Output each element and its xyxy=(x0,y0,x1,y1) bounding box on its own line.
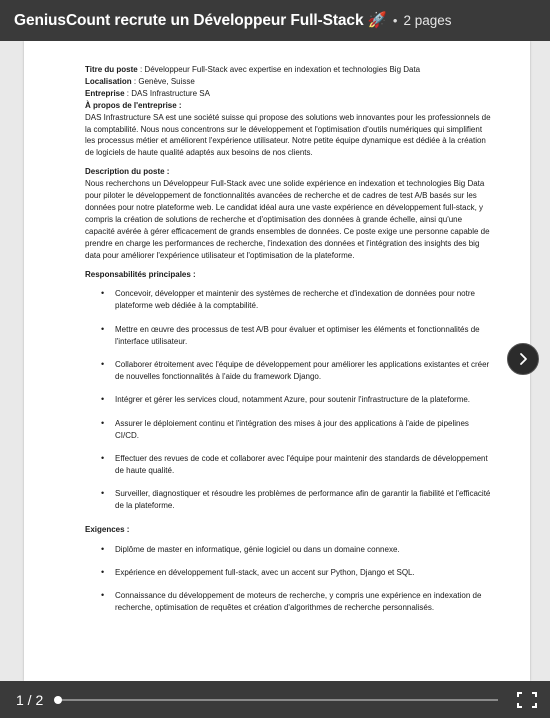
requirements-section xyxy=(85,524,492,615)
list-item: • Concevoir, développer et maintenir des systèmes de recherche et d'indexation de données pour notre plateforme web dédiée à la comptabilité. xyxy=(85,288,492,312)
fullscreen-button[interactable] xyxy=(516,691,538,709)
field-label: Localisation xyxy=(85,76,132,86)
description-text: Nous recherchons un Développeur Full-Stack avec une solide expérience en indexation et technologies Big Data pour piloter le développement de fonctionnalités avancées de recherche et de cadres de test A/B basés sur les données pour notre plateforme web. Le candidat idéal aura une vaste expérience en développement full-stack, y compris la création de solutions de recherche et d'optimisation des données à grande échelle, ainsi qu'une capacité avérée à gérer efficacement de grands ensembles de données. Ce poste exige une personne capable de prendre en charge les performances de recherche, l'indexation des données et l'intégration des insights des big data pour améliorer l'expérience utilisateur et l'optimisation de la plateforme. xyxy=(85,179,490,260)
responsibilities-heading: Responsabilités principales : xyxy=(85,269,196,279)
list-item: • Assurer le déploiement continu et l'intégration des mises à jour des applications à l'aide de pipelines CI/CD. xyxy=(85,418,492,442)
requirements-list xyxy=(85,544,492,615)
page-count: 2 pages xyxy=(403,13,452,28)
scrubber-handle[interactable] xyxy=(54,696,62,704)
document-title: GeniusCount recrute un Développeur Full-Stack 🚀 xyxy=(14,12,387,29)
about-heading: À propos de l'entreprise : xyxy=(85,100,182,110)
field-location xyxy=(85,76,492,88)
field-company xyxy=(85,88,492,100)
next-page-button[interactable] xyxy=(507,343,539,375)
list-item: • Intégrer et gérer les services cloud, notamment Azure, pour soutenir l'infrastructure de la plateforme. xyxy=(85,394,492,406)
page-scrubber[interactable] xyxy=(58,699,498,701)
list-item: • Diplôme de master en informatique, génie logiciel ou dans un domaine connexe. xyxy=(85,544,492,556)
viewer-header xyxy=(0,0,550,41)
document-page xyxy=(24,41,530,681)
requirements-heading: Exigences : xyxy=(85,524,130,534)
field-label: Titre du poste xyxy=(85,65,138,74)
fullscreen-icon xyxy=(516,691,538,709)
list-item: • Effectuer des revues de code et collaborer avec l'équipe pour maintenir des standards de développement de haute qualité. xyxy=(85,453,492,477)
chevron-right-icon xyxy=(517,352,529,366)
about-section xyxy=(85,100,492,160)
list-item: • Surveiller, diagnostiquer et résoudre les problèmes de performance afin de garantir la fiabilité et l'efficacité de la plateforme. xyxy=(85,488,492,512)
field-value: : Développeur Full-Stack avec expertise en indexation et technologies Big Data xyxy=(137,65,421,74)
description-section xyxy=(85,166,492,261)
field-label: Entreprise xyxy=(85,88,125,98)
page-indicator: 1 / 2 xyxy=(16,692,44,708)
viewer-footer xyxy=(0,681,550,718)
list-item: • Connaissance du développement de moteurs de recherche, y compris une expérience en indexation de recherche, optimisation de requêtes et création d'algorithmes de recherche personnalisés. xyxy=(85,590,492,614)
description-heading: Description du poste : xyxy=(85,167,170,177)
about-text: DAS Infrastructure SA est une société suisse qui propose des solutions web innovantes pour les professionnels de la comptabilité. Nous nous concentrons sur le développement et l'optimisation d'outils numériques qui simplifient les processus métier et améliorent l'expérience utilisateur. Notre petite équipe dynamique est dédiée à la création de logiciels de haute qualité adaptés aux besoins de nos clients. xyxy=(85,112,491,158)
responsibilities-section xyxy=(85,269,492,513)
list-item: • Expérience en développement full-stack, avec un accent sur Python, Django et SQL. xyxy=(85,567,492,579)
field-job-title xyxy=(85,64,492,76)
header-separator: • xyxy=(392,13,398,28)
field-value: : Genève, Suisse xyxy=(131,76,195,86)
field-value: : DAS Infrastructure SA xyxy=(124,88,210,98)
list-item: • Collaborer étroitement avec l'équipe de développement pour améliorer les applications existantes et créer de nouvelles fonctionnalités à l'aide du framework Django. xyxy=(85,359,492,383)
responsibilities-list xyxy=(85,288,492,512)
list-item: • Mettre en œuvre des processus de test A/B pour évaluer et optimiser les éléments et fonctionnalités de l'interface utilisateur. xyxy=(85,324,492,348)
